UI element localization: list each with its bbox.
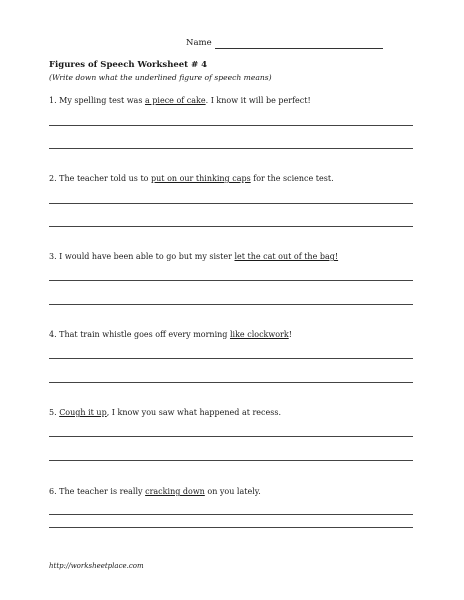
- answer-line-3b[interactable]: [49, 304, 413, 305]
- question-4: 4. That train whistle goes off every morning like clockwork!: [49, 330, 292, 339]
- answer-line-5a[interactable]: [49, 436, 413, 437]
- answer-line-1a[interactable]: [49, 125, 413, 126]
- answer-line-1b[interactable]: [49, 148, 413, 149]
- answer-line-4b[interactable]: [49, 382, 413, 383]
- answer-line-6b[interactable]: [49, 527, 413, 528]
- question-1: 1. My spelling test was a piece of cake. I know it will be perfect!: [49, 96, 311, 105]
- question-6: 6. The teacher is really cracking down on you lately.: [49, 487, 261, 496]
- name-field-row: [186, 38, 383, 49]
- answer-line-2a[interactable]: [49, 203, 413, 204]
- name-label: Name: [186, 38, 212, 48]
- name-blank-line: [215, 38, 383, 49]
- question-4-underlined-phrase: like clockwork: [229, 330, 289, 339]
- question-5-underlined-phrase: Cough it up: [59, 408, 107, 417]
- answer-line-6a[interactable]: [49, 514, 413, 515]
- worksheet-instructions: (Write down what the underlined figure of speech means): [49, 73, 272, 82]
- question-3: 3. I would have been able to go but my sister let the cat out of the bag!: [49, 252, 339, 261]
- question-1-underlined-phrase: a piece of cake: [144, 96, 206, 105]
- question-2: 2. The teacher told us to put on our thinking caps for the science test.: [49, 174, 334, 183]
- question-2-underlined-phrase: put on our thinking caps: [151, 174, 251, 183]
- footer-source-url: http://worksheetplace.com: [49, 562, 144, 570]
- question-3-underlined-phrase: let the cat out of the bag!: [234, 252, 339, 261]
- answer-line-5b[interactable]: [49, 460, 413, 461]
- question-6-underlined-phrase: cracking down: [145, 487, 205, 496]
- worksheet-title: Figures of Speech Worksheet # 4: [49, 60, 208, 70]
- question-5: 5. Cough it up, I know you saw what happened at recess.: [49, 408, 282, 417]
- answer-line-3a[interactable]: [49, 280, 413, 281]
- answer-line-2b[interactable]: [49, 226, 413, 227]
- answer-line-4a[interactable]: [49, 358, 413, 359]
